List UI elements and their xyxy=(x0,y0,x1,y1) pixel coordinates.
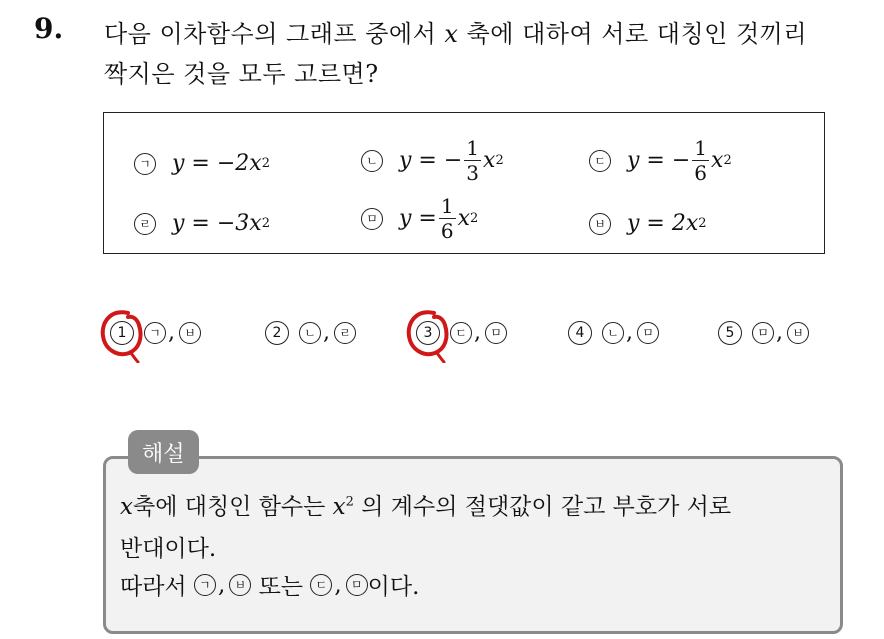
option-bieup: ㅂ y = 2x 2 xyxy=(589,211,707,236)
answer-choice-1[interactable]: 1 ㄱ , ㅂ xyxy=(110,320,201,345)
answer-choice-3[interactable]: 3 ㄷ , ㅁ xyxy=(416,320,507,345)
option-marker: ㅁ xyxy=(361,208,383,230)
option-marker: ㄱ xyxy=(134,153,156,175)
option-marker: ㄴ xyxy=(361,150,383,172)
option-marker: ㅂ xyxy=(589,213,611,235)
option-rieul: ㄹ y = −3x 2 xyxy=(134,211,270,236)
question-number: 9. xyxy=(34,12,64,45)
answer-choice-4[interactable]: 4 ㄴ , ㅁ xyxy=(568,320,659,345)
option-marker: ㄷ xyxy=(589,150,611,172)
answer-choice-2[interactable]: 2 ㄴ , ㄹ xyxy=(265,320,356,345)
explanation-tab: 해설 xyxy=(128,430,199,474)
option-nieun: ㄴ y = − $\frac{1}{3}$ x 2 xyxy=(361,138,504,183)
question-text-line1: 다음 이차함수의 그래프 중에서 x 축에 대하여 서로 대칭인 것끼리 xyxy=(104,20,808,48)
answer-1-selection-mark xyxy=(98,305,150,363)
explanation-line3: 따라서 ㄱ , ㅂ 또는 ㄷ , ㅁ 이다. xyxy=(120,571,420,600)
option-mieum: ㅁ y = $\frac{1}{6}$ x 2 xyxy=(361,196,478,241)
option-digeut: ㄷ y = − $\frac{1}{6}$ x 2 xyxy=(589,138,732,183)
option-giyeok: ㄱ y = −2x 2 xyxy=(134,151,270,176)
option-marker: ㄹ xyxy=(134,213,156,235)
question-text-line2: 짝지은 것을 모두 고르면? xyxy=(104,60,379,88)
explanation-line2: 반대이다. xyxy=(120,536,217,562)
explanation-line1: x축에 대칭인 함수는 $x^2$ 의 계수의 절댓값이 같고 부호가 서로 xyxy=(120,494,732,520)
answer-choice-5[interactable]: 5 ㅁ , ㅂ xyxy=(718,320,809,345)
answer-3-selection-mark xyxy=(404,305,456,363)
